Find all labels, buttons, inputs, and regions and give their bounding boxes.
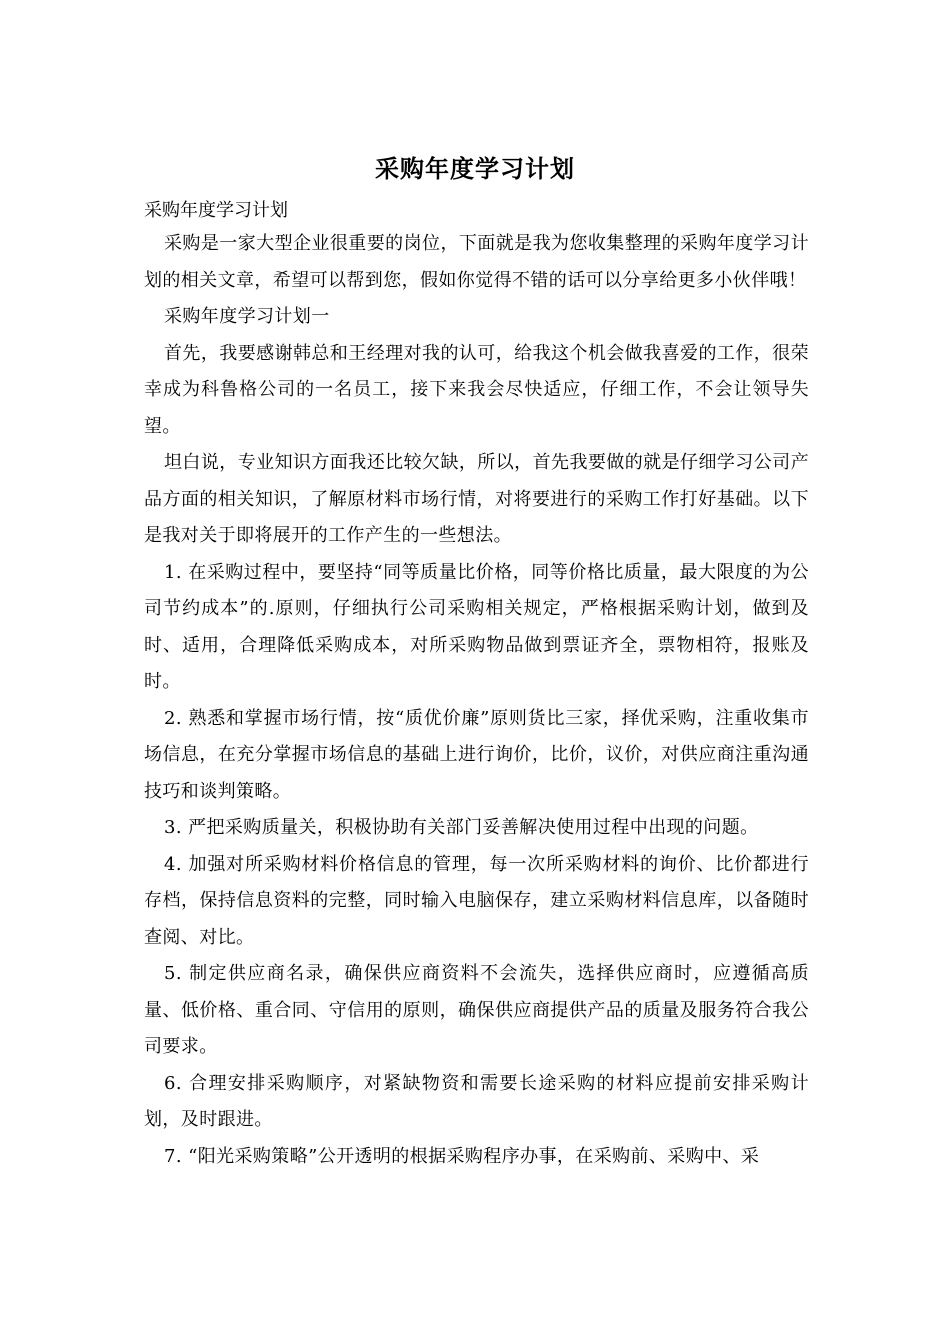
list-item-4: 4. 加强对所采购材料价格信息的管理，每一次所采购材料的询价、比价都进行存档，保持信息资料的完整，同时输入电脑保存，建立采购材料信息库，以备随时查阅、对比。 [144,853,809,948]
paragraph-thanks: 首先，我要感谢韩总和王经理对我的认可，给我这个机会做我喜爱的工作，很荣幸成为科鲁格公司的一名员工，接下来我会尽快适应，仔细工作，不会让领导失望。 [144,342,809,437]
list-item-5: 5. 制定供应商名录，确保供应商资料不会流失，选择供应商时，应遵循高质量、低价格、重合同、守信用的原则，确保供应商提供产品的质量及服务符合我公司要求。 [144,963,809,1057]
document-body [144,226,809,1175]
list-item-7: 7. “阳光采购策略”公开透明的根据采购程序办事，在采购前、采购中、采 [164,1145,760,1167]
paragraph-knowledge: 坦白说，专业知识方面我还比较欠缺，所以，首先我要做的就是仔细学习公司产品方面的相关知识，了解原材料市场行情，对将要进行的采购工作打好基础。以下是我对关于即将展开的工作产生的一些想法。 [144,452,809,546]
list-item-1: 1. 在采购过程中，要坚持“同等质量比价格，同等价格比质量，最大限度的为公司节约成本”的.原则，仔细执行公司采购相关规定，严格根据采购计划，做到及时、适用，合理降低采购成本，对所采购物品做到票证齐全，票物相符，报账及时。 [144,561,809,692]
list-item-2: 2. 熟悉和掌握市场行情，按“质优价廉”原则货比三家，择优采购，注重收集市场信息，在充分掌握市场信息的基础上进行询价，比价，议价，对供应商注重沟通技巧和谈判策略。 [144,707,809,802]
list-item-3: 3. 严把采购质量关，积极协助有关部门妥善解决使用过程中出现的问题。 [164,817,759,838]
section-heading: 采购年度学习计划一 [164,306,330,327]
intro-paragraph: 采购是一家大型企业很重要的岗位，下面就是我为您收集整理的采购年度学习计划的相关文章，希望可以帮到您，假如你觉得不错的话可以分享给更多小伙伴哦！ [144,233,809,291]
document-title: 采购年度学习计划 [375,154,575,183]
list-item-6: 6. 合理安排采购顺序，对紧缺物资和需要长途采购的材料应提前安排采购计划，及时跟进。 [144,1072,809,1130]
document-subtitle: 采购年度学习计划 [144,200,288,221]
